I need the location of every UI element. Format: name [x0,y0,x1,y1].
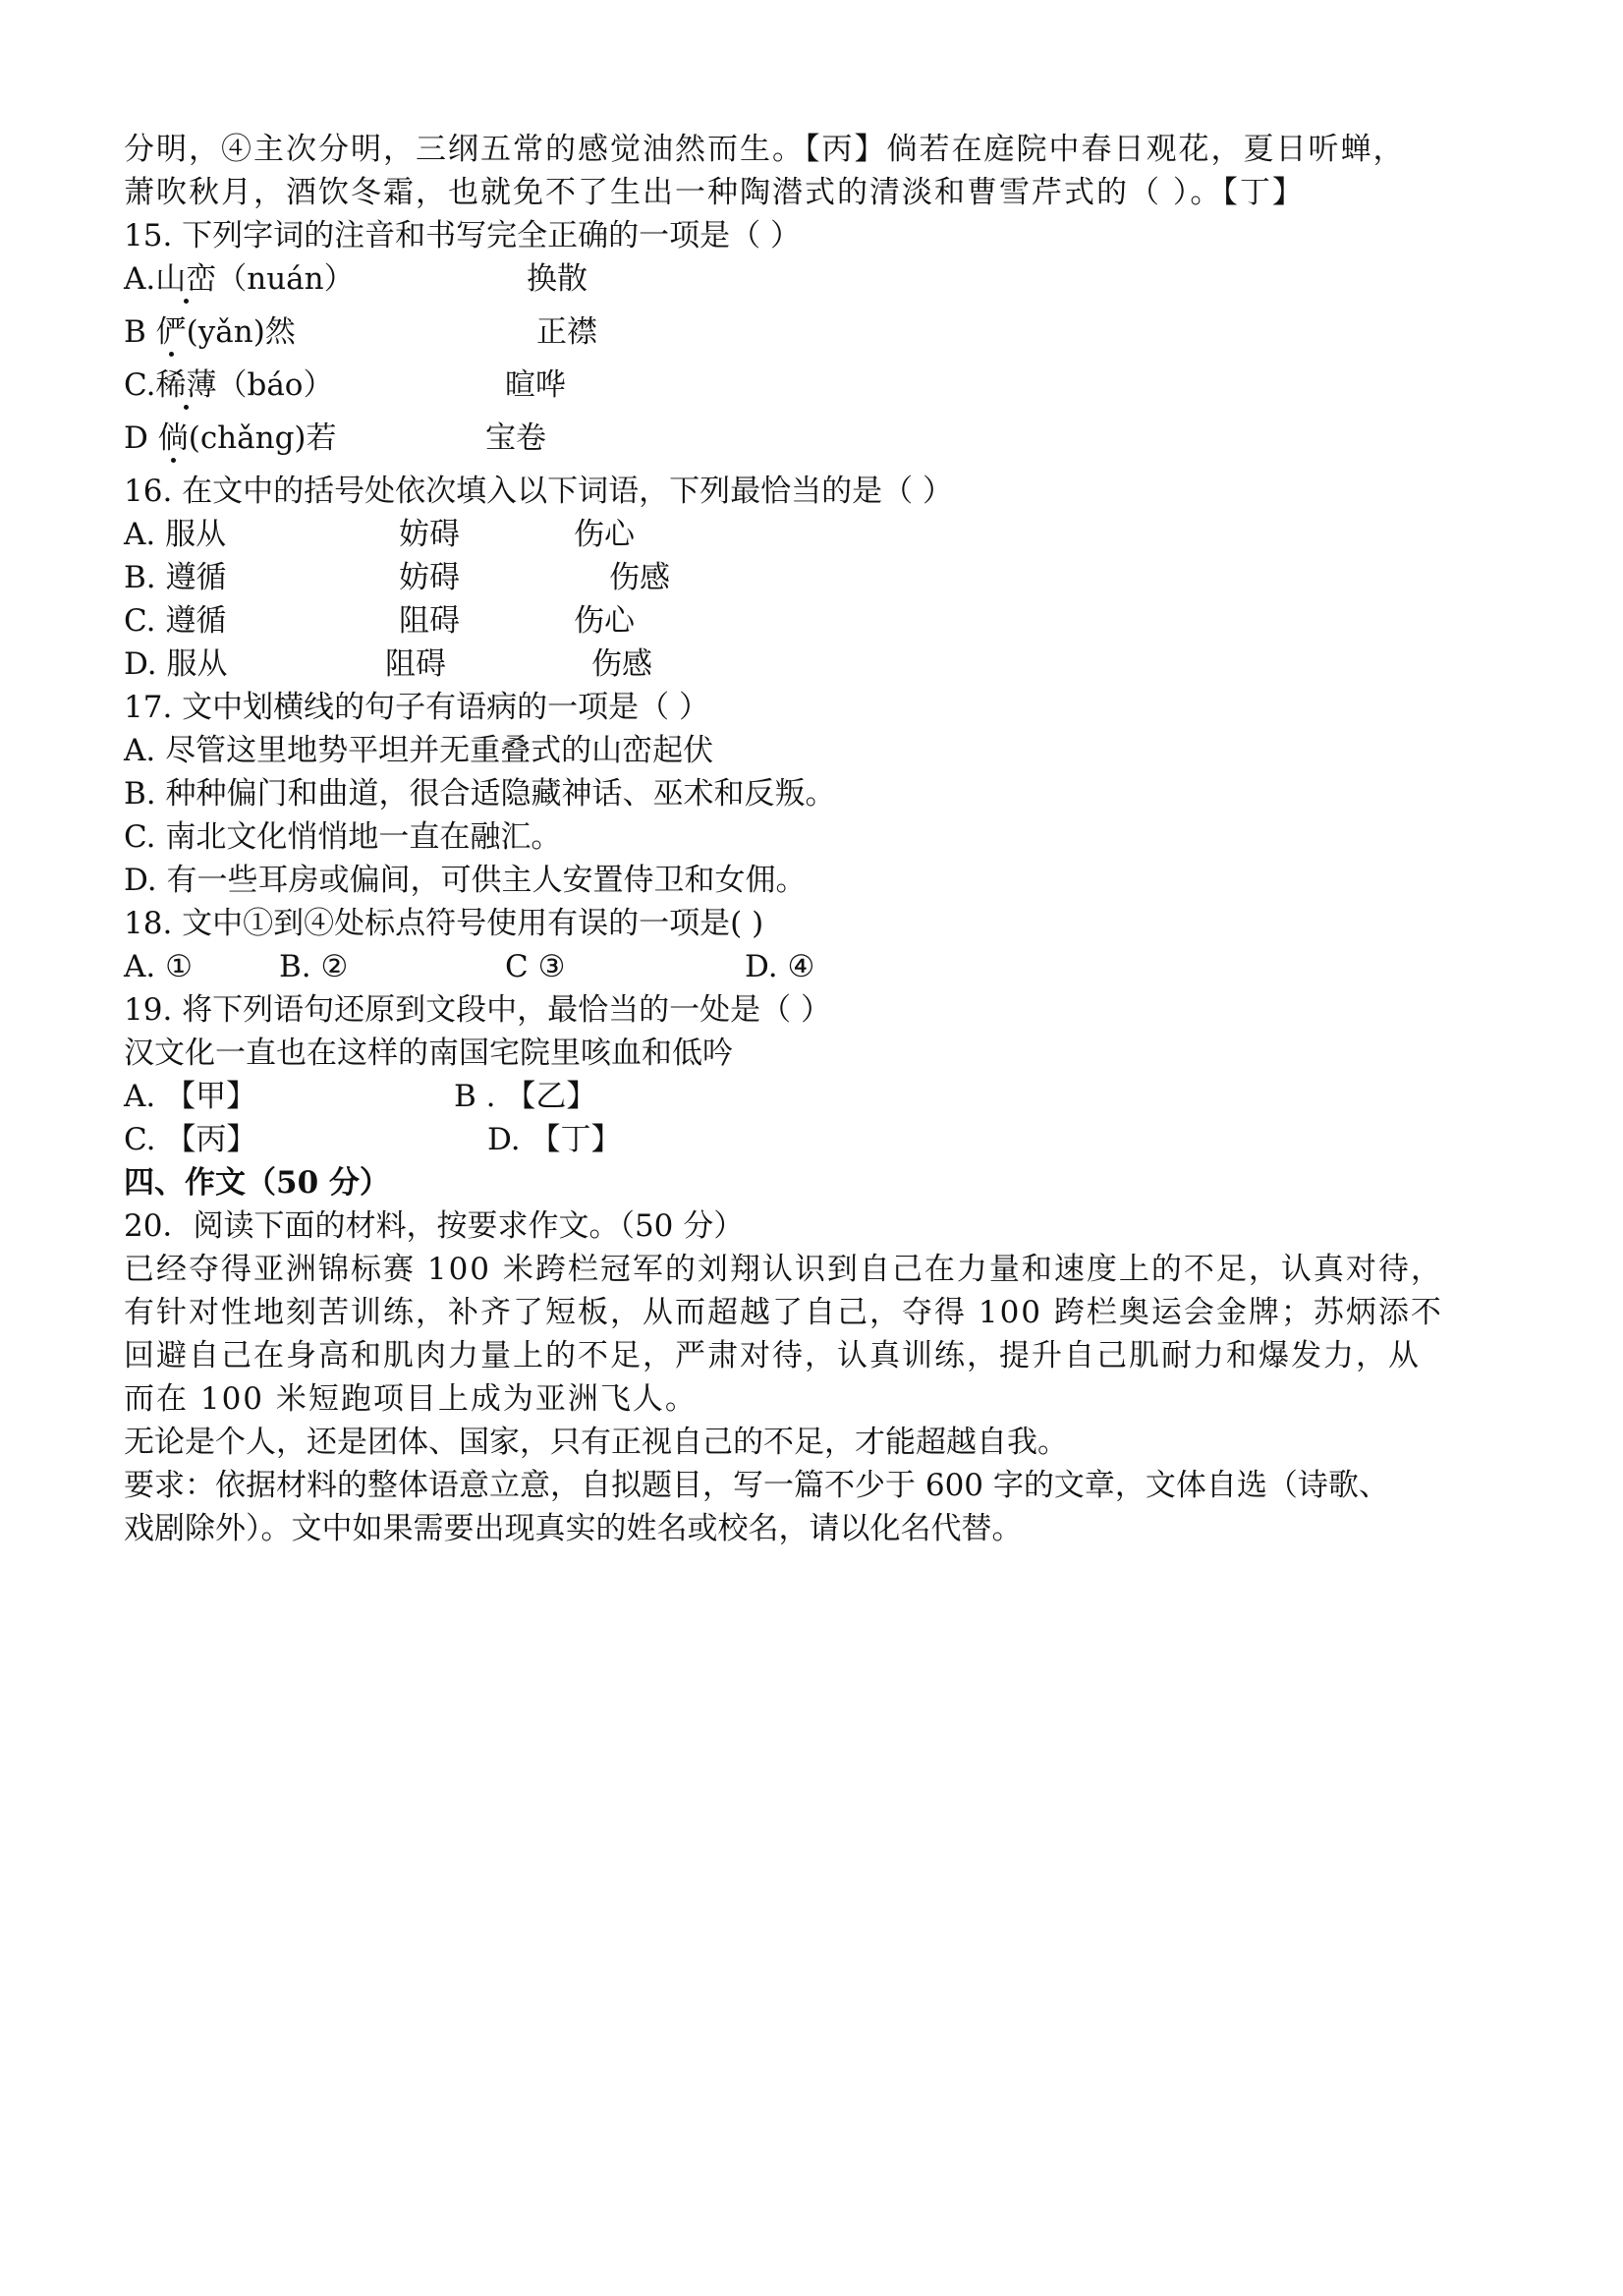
q19-options-row1 [124,1077,597,1116]
q18-options [124,947,815,986]
option-word: 正襟 [536,314,597,350]
option-word: 妨碍 [399,560,460,595]
option-word: 伤感 [591,646,652,682]
option-label: D [124,420,158,456]
material-line: 而在 100 米短跑项目上成为亚洲飞人。 [124,1381,698,1417]
option: C. 【丙】 [124,1122,257,1157]
pinyin: (yǎn)然 [186,314,296,350]
q17-option: D. 有一些耳房或偏间，可供主人安置侍卫和女佣。 [124,863,807,898]
material-line: 回避自己在身高和肌肉力量上的不足，严肃对待，认真训练，提升自己肌耐力和爆发力，从 [124,1338,1421,1373]
q15-option-d [124,419,546,458]
q15-option-c [124,365,566,405]
dotted-word: 倘 [157,420,189,456]
q19-sentence: 汉文化一直也在这样的南国宅院里咳血和低吟 [124,1036,733,1071]
option-label: C. 遵循 [124,603,227,639]
requirement-line: 戏剧除外）。文中如果需要出现真实的姓名或校名，请以化名代替。 [124,1511,1023,1546]
q17-option: A. 尽管这里地势平坦并无重叠式的山峦起伏 [124,733,714,768]
question-20-stem: 20．阅读下面的材料，按要求作文。（50 分） [124,1208,745,1244]
q15-option-a [124,259,588,299]
pinyin: (chǎng)若 [188,420,337,456]
q19-options-row2 [124,1120,622,1159]
option-label: A. 服从 [124,517,227,552]
material-line: 有针对性地刻苦训练，补齐了短板，从而超越了自己，夺得 100 跨栏奥运会金牌；苏炳添不 [124,1295,1443,1330]
dotted-word: 稀薄 [155,367,217,403]
q16-option-a [124,515,635,554]
option-word: 伤心 [574,603,635,639]
option: C ③ [505,949,566,984]
option-label: C. [124,367,156,403]
option: B. ② [279,949,349,984]
option: A. ① [124,949,193,984]
option-word: 宝卷 [485,420,546,456]
q16-option-b [124,558,670,597]
dotted-word: 俨 [155,314,187,350]
question-15-stem: 15. 下列字词的注音和书写完全正确的一项是（ ） [124,218,802,253]
q16-option-d [124,644,652,684]
option-word: 伤感 [609,560,670,595]
dotted-word: 山峦 [155,261,217,297]
option-word: 伤心 [574,517,635,552]
option: D. ④ [745,949,815,984]
question-16-stem: 16. 在文中的括号处依次填入以下词语，下列最恰当的是（ ） [124,474,954,509]
q15-option-b [124,312,597,352]
option: A. 【甲】 [124,1079,257,1114]
question-19-stem: 19. 将下列语句还原到文段中，最恰当的一处是（ ） [124,992,832,1028]
passage-line: 分明，④主次分明，三纲五常的感觉油然而生。【丙】倘若在庭院中春日观花，夏日听蝉， [124,132,1406,167]
passage-line: 萧吹秋月，酒饮冬霜，也就免不了生出一种陶潜式的清淡和曹雪芹式的（ ）。【丁】 [124,175,1305,210]
section-heading: 四、作文（50 分） [124,1165,390,1201]
option: D. 【丁】 [487,1122,622,1157]
q17-option: B. 种种偏门和曲道，很合适隐藏神话、巫术和反叛。 [124,776,836,812]
material-line: 无论是个人，还是团体、国家，只有正视自己的不足，才能超越自我。 [124,1425,1068,1460]
requirement-line: 要求：依据材料的整体语意立意，自拟题目，写一篇不少于 600 字的文章，文体自选（诗歌、 [124,1468,1389,1503]
option: B . 【乙】 [454,1079,597,1114]
option-label: D. 服从 [124,646,228,682]
pinyin: （nuán） [216,261,355,297]
option-word: 换散 [527,261,588,297]
question-18-stem: 18. 文中①到④处标点符号使用有误的一项是( ) [124,906,764,941]
option-label: A. [124,261,156,297]
option-word: 妨碍 [399,517,460,552]
q17-option: C. 南北文化悄悄地一直在融汇。 [124,819,562,855]
option-label: B. 遵循 [124,560,227,595]
pinyin: （báo） [216,367,334,403]
option-word: 暄哗 [505,367,566,403]
material-line: 已经夺得亚洲锦标赛 100 米跨栏冠军的刘翔认识到自己在力量和速度上的不足，认真对待， [124,1252,1443,1287]
option-word: 阻碍 [385,646,446,682]
option-label: B [124,314,156,350]
question-17-stem: 17. 文中划横线的句子有语病的一项是（ ） [124,690,710,725]
option-word: 阻碍 [399,603,460,639]
q16-option-c [124,601,635,641]
